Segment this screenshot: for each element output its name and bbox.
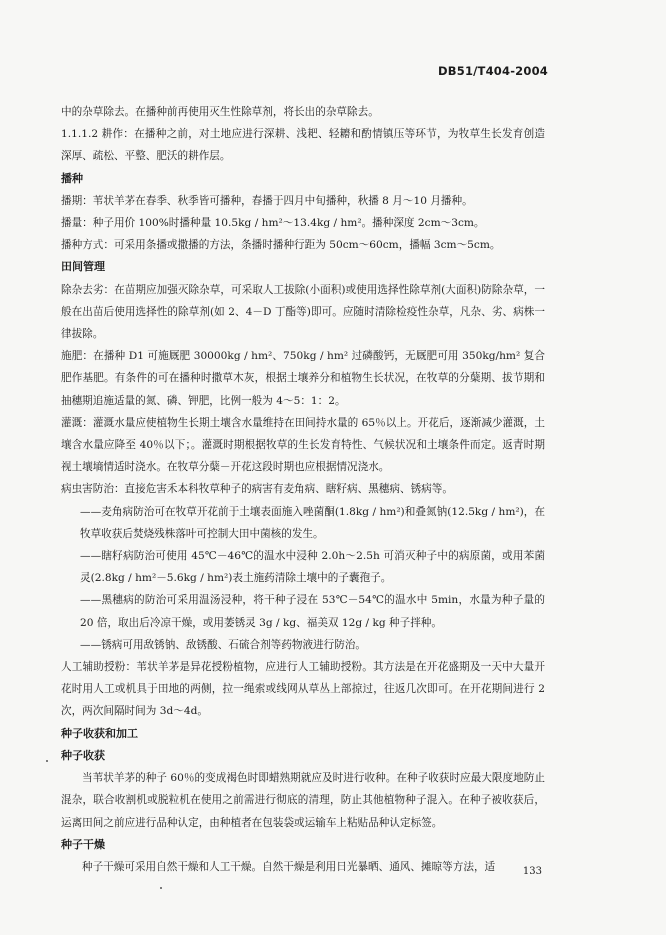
scan-speck xyxy=(46,760,48,762)
paragraph: 病虫害防治：直接危害禾本科牧草种子的病害有麦角病、瞎籽病、黑穗病、锈病等。 xyxy=(61,483,453,496)
paragraph: 除杂去劣：在苗期应加强灭除杂草，可采取人工拔除(小面积)或使用选择性除草剂(大面积)防除杂草，一般在出苗后使用选择性的除草剂(如 2、4－D 丁酯等)即可。应随时清除检疫性杂草，凡杂、劣、病株一律拔除。 xyxy=(61,283,545,341)
paragraph: 种子干燥可采用自然干燥和人工干燥。自然干燥是利用日光暴晒、通风、摊晾等方法，适 xyxy=(82,860,496,873)
paragraph: 播量：种子用价 100%时播种量 10.5kg / hm²～13.4kg / hm²。播种深度 2cm～3cm。 xyxy=(61,217,485,230)
paragraph: 中的杂草除去。在播种前再使用灭生性除草剂，将长出的杂草除去。 xyxy=(61,106,379,118)
subsection-heading: 种子干燥 xyxy=(61,837,105,851)
dash-list-item: ——黑穗病的防治可采用温汤浸种，将干种子浸在 53℃－54℃的温水中 5min，水量为种子量的 20 倍，取出后冷凉干燥，或用萎锈灵 3g / kg、福美双 12g / kg 种子拌种。 xyxy=(80,594,545,629)
scan-speck xyxy=(160,887,162,889)
paragraph: 播种方式：可采用条播或撒播的方法，条播时播种行距为 50cm～60cm，播幅 3cm～5cm。 xyxy=(61,239,501,252)
paragraph: 当苇状羊茅的种子 60％的变成褐色时即蜡熟期就应及时进行收种。在种子收获时应最大限度地防止混杂，联合收割机或脱粒机在使用之前需进行彻底的清理，防止其他植物种子混入。在种子被收获后，运离田间之前应进行品种认定，由种植者在包装袋或运输车上粘贴品种认定标签。 xyxy=(61,772,545,829)
section-heading: 播种 xyxy=(61,171,83,185)
page-number: 133 xyxy=(522,866,542,877)
subsection-heading: 种子收获 xyxy=(61,748,105,762)
paragraph: 播期：苇状羊茅在春季、秋季皆可播种，春播于四月中旬播种，秋播 8 月～10 月播种。 xyxy=(61,194,473,207)
section-heading: 种子收获和加工 xyxy=(61,726,138,740)
section-heading: 田间管理 xyxy=(61,260,105,274)
dash-list-item: ——瞎籽病防治可使用 45℃－46℃的温水中浸种 2.0h～2.5h 可消灭种子中的病原菌，或用苯菌灵(2.8kg / hm²－5.6kg / hm²)表土施药清除土壤中的子囊孢子。 xyxy=(80,550,545,585)
document-body xyxy=(61,101,545,878)
paragraph: 1.1.1.2 耕作：在播种之前，对土地应进行深耕、浅耙、轻耱和酌情镇压等环节，为牧草生长发育创造深厚、疏松、平整、肥沃的耕作层。 xyxy=(61,128,545,163)
paragraph: 人工辅助授粉：苇状羊茅是异花授粉植物，应进行人工辅助授粉。其方法是在开花盛期及一天中大量开花时用人工或机具于田地的两侧，拉一绳索或线网从草丛上部掠过，往返几次即可。在开花期间进行 2 次，两次间隔时间为 3d～4d。 xyxy=(61,661,545,718)
document-code: DB51/T404-2004 xyxy=(438,64,548,78)
paragraph: 施肥：在播种 D1 可施厩肥 30000kg / hm²、750kg / hm² 过磷酸钙，无厩肥可用 350kg/hm² 复合肥作基肥。有条件的可在播种时撒草木灰，根据土壤养分和植物生长状况，在牧草的分蘖期、拔节期和抽穗期追施适量的氮、磷、钾肥，比例一般为 4～5：1：2。 xyxy=(61,350,545,407)
dash-list-item: ——麦角病防治可在牧草开花前于土壤表面施入唑菌酮(1.8kg / hm²)和叠氮钠(12.5kg / hm²)，在牧草收获后焚烧残株落叶可控制大田中菌核的发生。 xyxy=(80,505,545,540)
paragraph: 灌溉：灌溉水量应使植物生长期土壤含水量维持在田间持水量的 65％以上。开花后，逐渐减少灌溉，土壤含水量应降至 40％以下；。灌溉时期根据牧草的生长发育特性、气候状况和土壤条件而定。返青时期视土壤墒情适时浇水。在牧草分蘖－开花这段时期也应根据情况浇水。 xyxy=(61,416,545,474)
dash-list-item: ——锈病可用敌锈钠、敌锈酸、石硫合剂等药物液进行防治。 xyxy=(80,638,367,651)
